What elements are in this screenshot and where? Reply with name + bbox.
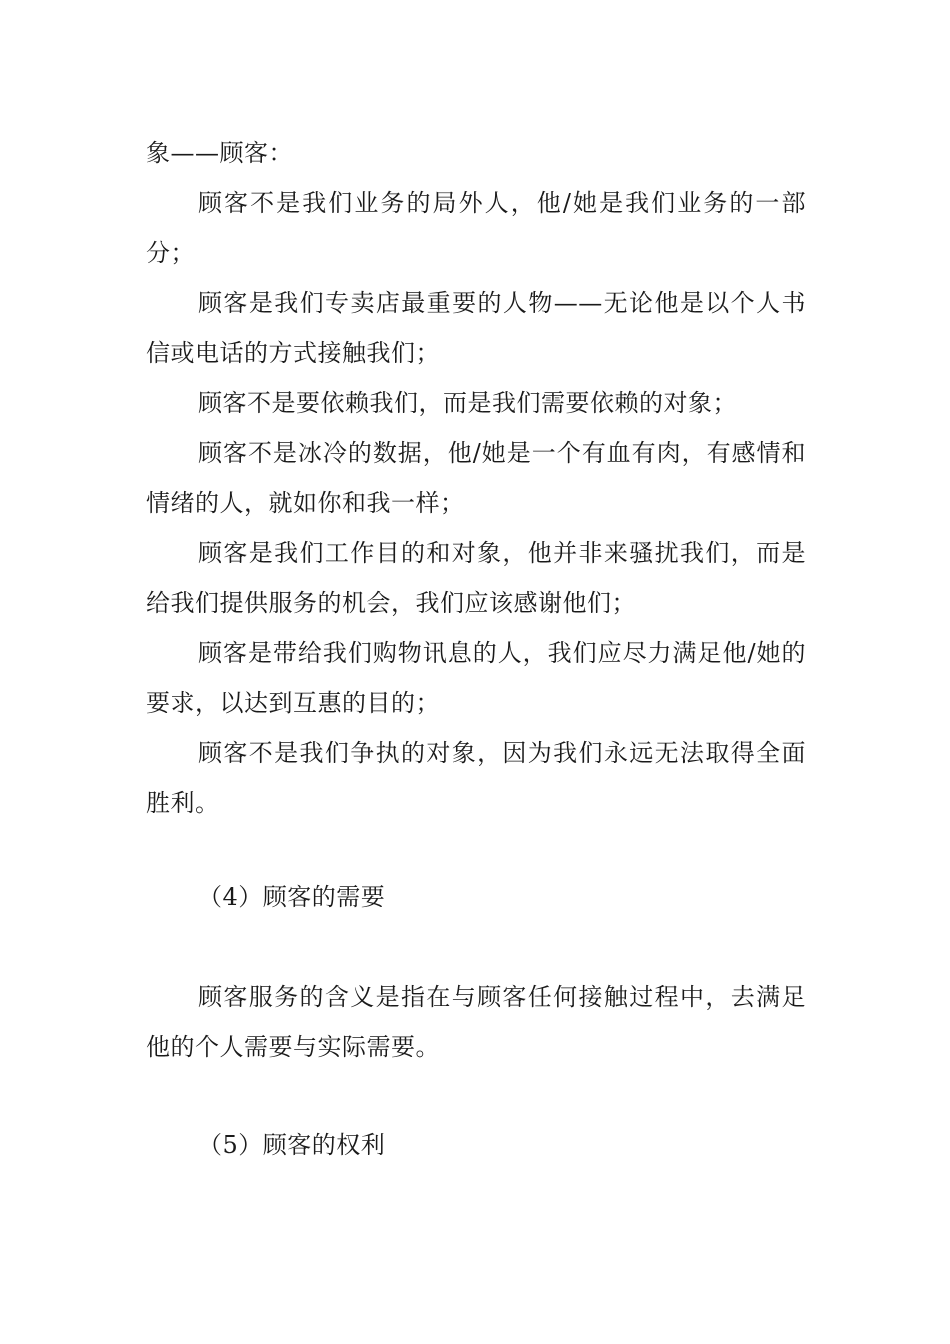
paragraph-service-meaning: 顾客服务的含义是指在与顾客任何接触过程中，去满足他的个人需要与实际需要。 [146, 983, 806, 1061]
paragraph-customer-not-data: 顾客不是冰冷的数据，他/她是一个有血有肉，有感情和情绪的人，就如你和我一样； [146, 439, 806, 517]
paragraph-customer-part-of-business: 顾客不是我们业务的局外人，他/她是我们业务的一部分； [146, 189, 806, 267]
body-text-needs [146, 972, 806, 1072]
section-heading-needs: （4）顾客的需要 [198, 883, 386, 911]
paragraph-continuation: 象——顾客： [146, 139, 293, 167]
paragraph-customer-information: 顾客是带给我们购物讯息的人，我们应尽力满足他/她的要求，以达到互惠的目的； [146, 639, 806, 717]
body-text-top [146, 128, 806, 828]
paragraph-customer-most-important: 顾客是我们专卖店最重要的人物——无论他是以个人书信或电话的方式接触我们； [146, 289, 806, 367]
paragraph-customer-purpose: 顾客是我们工作目的和对象，他并非来骚扰我们，而是给我们提供服务的机会，我们应该感谢他们； [146, 539, 806, 617]
paragraph-customer-dependence: 顾客不是要依赖我们，而是我们需要依赖的对象； [198, 389, 737, 417]
section-heading-rights: （5）顾客的权利 [198, 1131, 386, 1159]
paragraph-customer-no-argument: 顾客不是我们争执的对象，因为我们永远无法取得全面胜利。 [146, 739, 806, 817]
